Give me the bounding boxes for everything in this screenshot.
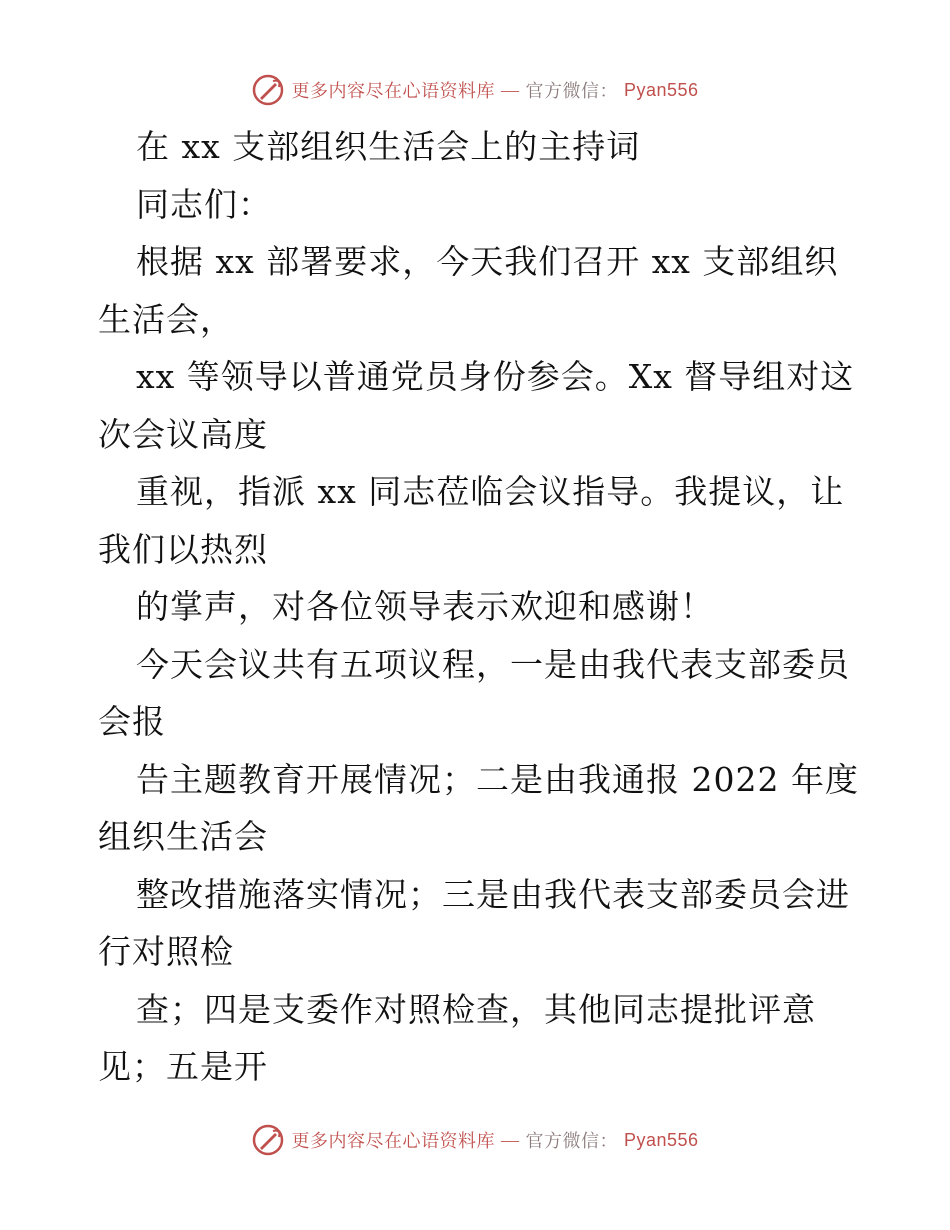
text-line: 告主题教育开展情况；二是由我通报 2022 年度	[136, 759, 859, 799]
text-line: 今天会议共有五项议程，一是由我代表支部委员	[136, 644, 850, 684]
watermark-separator: —	[500, 1129, 520, 1150]
watermark-wechat-id: Pyan556	[623, 1129, 699, 1150]
text-line: 同志们：	[136, 184, 272, 224]
text-line: 整改措施落实情况；三是由我代表支部委员会进	[136, 874, 850, 914]
text-line: 行对照检	[98, 932, 234, 971]
text-line: 我们以热烈	[98, 529, 268, 569]
text-line: 的掌声，对各位领导表示欢迎和感谢！	[136, 587, 714, 626]
text-line: 重视，指派 xx 同志莅临会议指导。我提议，让	[136, 472, 845, 511]
footer-watermark	[0, 1120, 950, 1160]
watermark-brand-text: 更多内容尽在心语资料库	[291, 81, 495, 101]
text-line: 会报	[98, 702, 166, 741]
text-line: xx 等领导以普通党员身份参会。Xx 督导组对这	[136, 357, 855, 396]
feather-pen-logo-icon	[251, 73, 285, 107]
text-line: 生活会，	[98, 299, 234, 339]
watermark-brand-text: 更多内容尽在心语资料库	[291, 1131, 495, 1151]
text-line: 查；四是支委作对照检查，其他同志提批评意	[136, 989, 816, 1029]
text-line: 组织生活会	[98, 817, 268, 856]
text-line: 见；五是开	[98, 1047, 268, 1086]
watermark-separator: —	[500, 79, 520, 100]
text-line: 次会议高度	[98, 414, 268, 454]
text-line: 在 xx 支部组织生活会上的主持词	[136, 127, 641, 166]
header-watermark	[0, 70, 950, 110]
feather-pen-logo-icon	[251, 1123, 285, 1157]
watermark-wechat-label: 官方微信：	[525, 1131, 618, 1151]
document-body	[98, 118, 858, 1096]
watermark-wechat-label: 官方微信：	[525, 81, 618, 101]
watermark-wechat-id: Pyan556	[623, 79, 699, 100]
text-line: 根据 xx 部署要求，今天我们召开 xx 支部组织	[136, 242, 839, 281]
